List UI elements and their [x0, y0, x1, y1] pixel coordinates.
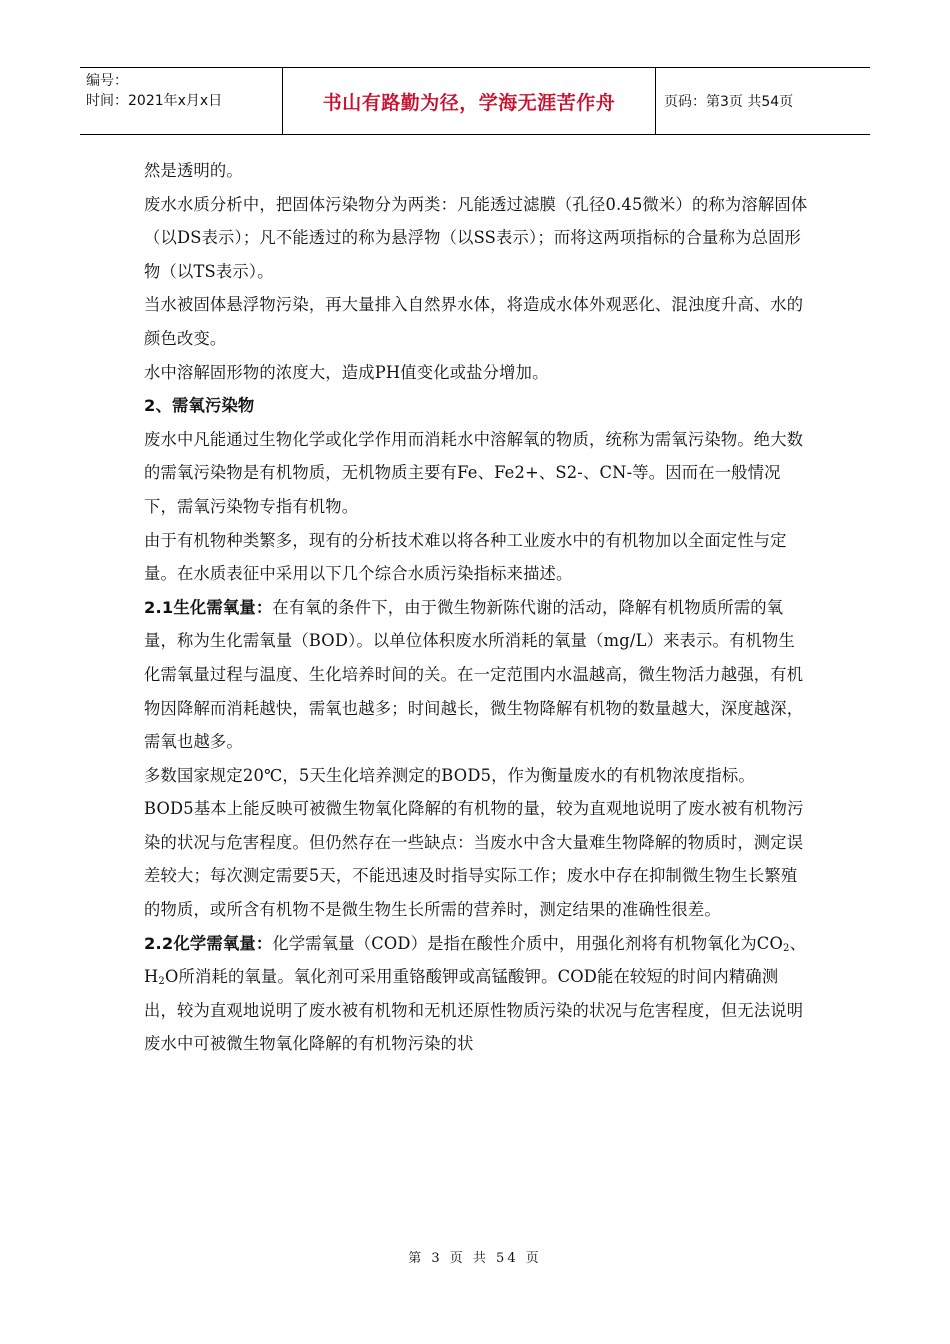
- bod-paragraph: [144, 591, 808, 759]
- bod-term: 2.1生化需氧量：: [144, 597, 273, 617]
- paragraph: 废水中凡能通过生物化学或化学作用而消耗水中溶解氧的物质，统称为需氧污染物。绝大数的需氧污染物是有机物质，无机物质主要有Fe、Fe2+、S2-、CN-等。因而在一般情况下，需氧污染物专指有机物。: [144, 429, 804, 516]
- subscript: 2: [783, 942, 790, 954]
- paragraph: 水中溶解固形物的浓度大，造成PH值变化或盐分增加。: [144, 362, 549, 382]
- cod-definition-b: 、H: [144, 933, 807, 987]
- paragraph: 废水水质分析中，把固体污染物分为两类：凡能透过滤膜（孔径0.45微米）的称为溶解固体（以DS表示）；凡不能透过的称为悬浮物（以SS表示）；而将这两项指标的合量称为总固形物（以TS表示）。: [144, 194, 808, 281]
- paragraph: 多数国家规定20℃，5天生化培养测定的BOD5，作为衡量废水的有机物浓度指标。: [144, 765, 755, 785]
- document-body: [144, 154, 808, 1061]
- cod-term: 2.2化学需氧量：: [144, 933, 273, 953]
- paragraph: 然是透明的。: [144, 161, 243, 180]
- header-page-label: 页码：第3页 共54页: [664, 94, 794, 110]
- cod-definition-a: 化学需氧量（COD）是指在酸性介质中，用强化剂将有机物氧化为CO: [272, 933, 784, 953]
- cod-paragraph: [144, 927, 808, 1061]
- paragraph: BOD5基本上能反映可被微生物氧化降解的有机物的量，较为直观地说明了废水被有机物污染的状况与危害程度。但仍然存在一些缺点：当废水中含大量难生物降解的物质时，测定误差较大；每次测定需要5天，不能迅速及时指导实际工作；废水中存在抑制微生物生长繁殖的物质，或所含有机物不是微生物生长所需的营养时，测定结果的准确性很差。: [144, 799, 804, 920]
- bod-definition: 在有氧的条件下，由于微生物新陈代谢的活动，降解有机物质所需的氧量，称为生化需氧量（BOD）。以单位体积废水所消耗的氧量（mg/L）来表示。有机物生化需氧量过程与温度、生化培养时间的关。在一定范围内水温越高，微生物活力越强，有机物因降解而消耗越快，需氧也越多；时间越长，微生物降解有机物的数量越大，深度越深，需氧也越多。: [144, 597, 804, 752]
- document-time-label: 时间：2021年x月x日: [86, 93, 223, 109]
- subscript: 2: [158, 976, 165, 988]
- header-motto: 书山有路勤为径，学海无涯苦作舟: [283, 68, 656, 134]
- paragraph: 由于有机物种类繁多，现有的分析技术难以将各种工业废水中的有机物加以全面定性与定量。在水质表征中采用以下几个综合水质污染指标来描述。: [144, 530, 787, 584]
- cod-definition-c: O所消耗的氧量。氧化剂可采用重铬酸钾或高锰酸钾。COD能在较短的时间内精确测出，较为直观地说明了废水被有机物和无机还原性物质污染的状况与危害程度，但无法说明废水中可被微生物氧化降解的有机物污染的状: [144, 967, 804, 1054]
- page-footer: 第 3 页 共 54 页: [408, 1251, 542, 1266]
- header-meta: [80, 68, 283, 134]
- document-number-label: 编号：: [86, 73, 128, 89]
- section-heading: 2、需氧污染物: [144, 396, 255, 416]
- header-table: [80, 67, 870, 135]
- paragraph: 当水被固体悬浮物污染，再大量排入自然界水体，将造成水体外观恶化、混浊度升高、水的颜色改变。: [144, 295, 804, 348]
